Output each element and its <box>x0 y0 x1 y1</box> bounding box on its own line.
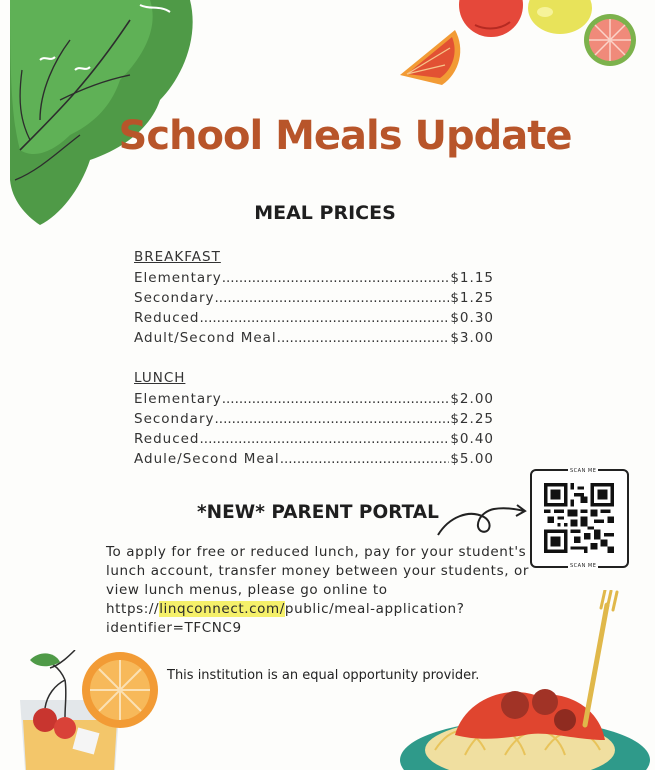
fork-icon <box>585 590 617 725</box>
qr-code-frame[interactable] <box>530 469 629 568</box>
breakfast-heading: BREAKFAST <box>134 249 221 265</box>
price-value: $2.25 <box>450 411 494 427</box>
price-row <box>134 409 494 429</box>
orange-slice-icon <box>400 30 460 85</box>
page-title: School Meals Update <box>118 113 572 159</box>
price-label: Elementary <box>134 270 222 286</box>
price-label: Reduced <box>134 310 200 326</box>
price-value: $0.30 <box>450 310 494 326</box>
equal-opportunity-disclaimer: This institution is an equal opportunity provider. <box>167 668 480 683</box>
price-value: $2.00 <box>450 391 494 407</box>
lemon-icon <box>528 0 592 34</box>
breakfast-section <box>134 247 494 348</box>
portal-link-highlight[interactable]: linqconnect.com/ <box>159 601 285 617</box>
price-value: $1.15 <box>450 270 494 286</box>
meal-prices-heading: MEAL PRICES <box>254 202 396 224</box>
qr-scan-label-top: SCAN ME <box>570 468 597 474</box>
price-label: Reduced <box>134 431 200 447</box>
price-label: Secondary <box>134 411 215 427</box>
price-row <box>134 288 494 308</box>
qr-code-icon <box>544 483 614 553</box>
price-label: Adult/Second Meal <box>134 330 277 346</box>
price-value: $1.25 <box>450 290 494 306</box>
price-value: $5.00 <box>450 451 494 467</box>
price-value: $0.40 <box>450 431 494 447</box>
grapefruit-icon <box>584 14 636 66</box>
price-label: Adule/Second Meal <box>134 451 280 467</box>
price-label: Secondary <box>134 290 215 306</box>
price-row <box>134 389 494 409</box>
price-label: Elementary <box>134 391 222 407</box>
qr-scan-label-bottom: SCAN ME <box>570 563 597 569</box>
price-row <box>134 328 494 348</box>
curved-arrow-icon <box>434 497 529 542</box>
tomato-icon <box>459 0 523 37</box>
price-row <box>134 449 494 469</box>
price-row <box>134 268 494 288</box>
lunch-heading: LUNCH <box>134 370 186 386</box>
fruit-top-icon <box>395 0 655 95</box>
portal-text-before: To apply for free or reduced lunch, pay for your student's lunch account, transfer money between your students, or view lunch menus, please go online to https:// <box>106 544 530 617</box>
price-value: $3.00 <box>450 330 494 346</box>
parent-portal-heading: *NEW* PARENT PORTAL <box>197 502 439 523</box>
lunch-section <box>134 368 494 469</box>
price-row <box>134 429 494 449</box>
spaghetti-icon <box>395 590 655 770</box>
orange-slice-icon <box>82 652 158 728</box>
price-row <box>134 308 494 328</box>
cherry-drink-icon <box>15 650 165 770</box>
portal-text-after: public/meal-application?identifier=TFCNC9 <box>106 601 465 636</box>
